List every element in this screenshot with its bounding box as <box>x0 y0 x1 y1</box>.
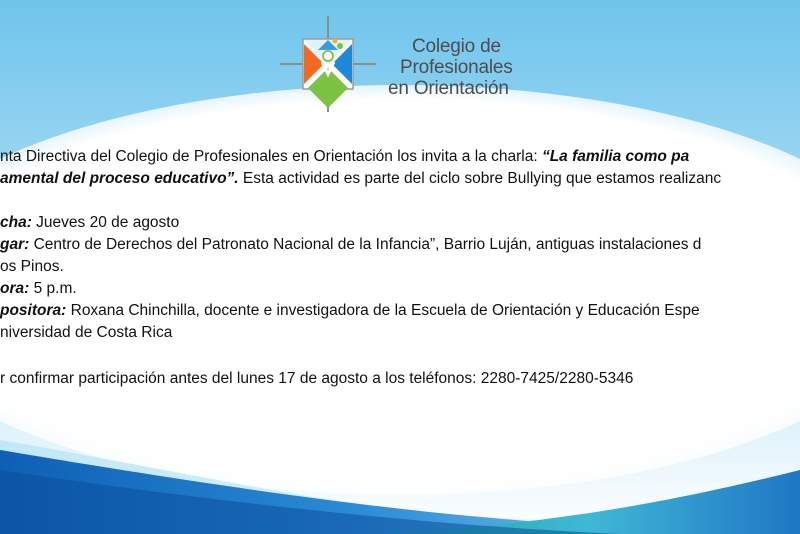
talk-title-part-2: amental del proceso educativo”. <box>0 170 239 187</box>
confirmation-line <box>0 368 800 390</box>
hora-line <box>0 278 800 300</box>
talk-title-part-1: “La familia como pa <box>541 148 690 165</box>
lugar-value-cont: os Pinos. <box>0 258 64 275</box>
confirmation-text: r confirmar participación antes del lunes 17 de agosto a los teléfonos: 2280-7425/2280-5346 <box>0 370 634 387</box>
logo-line-2: Profesionales <box>400 57 513 78</box>
expositora-value: Roxana Chinchilla, docente e investigadora de la Escuela de Orientación y Educación Espe <box>66 302 700 319</box>
hora-label: ora: <box>0 280 30 297</box>
fecha-label: cha: <box>0 214 32 231</box>
expositora-label: positora: <box>0 302 67 319</box>
lugar-line <box>0 234 800 256</box>
lugar-line-cont <box>0 256 800 278</box>
fecha-line <box>0 212 800 234</box>
spacer <box>0 344 800 368</box>
invitation-line-1 <box>0 146 800 168</box>
expositora-line-cont <box>0 322 800 344</box>
invitation-body <box>0 146 800 390</box>
lugar-value: Centro de Derechos del Patronato Nacional de la Infancia”, Barrio Luján, antiguas instalaciones d <box>29 236 702 253</box>
lugar-label: gar: <box>0 236 30 253</box>
invitation-line-2 <box>0 168 800 190</box>
spacer <box>0 190 800 212</box>
expositora-value-cont: niversidad de Costa Rica <box>0 324 173 341</box>
colegio-logo-icon <box>278 14 378 114</box>
hora-value: 5 p.m. <box>29 280 77 297</box>
expositora-line <box>0 300 800 322</box>
logo-line-3: en Orientación <box>388 78 509 99</box>
fecha-value: Jueves 20 de agosto <box>31 214 180 231</box>
invitation-continuation: Esta actividad es parte del ciclo sobre Bullying que estamos realizanc <box>238 170 722 187</box>
logo-line-1: Colegio de <box>412 36 501 57</box>
invitation-intro: nta Directiva del Colegio de Profesionales en Orientación los invita a la charla: <box>0 148 542 165</box>
logo-text <box>386 36 556 99</box>
